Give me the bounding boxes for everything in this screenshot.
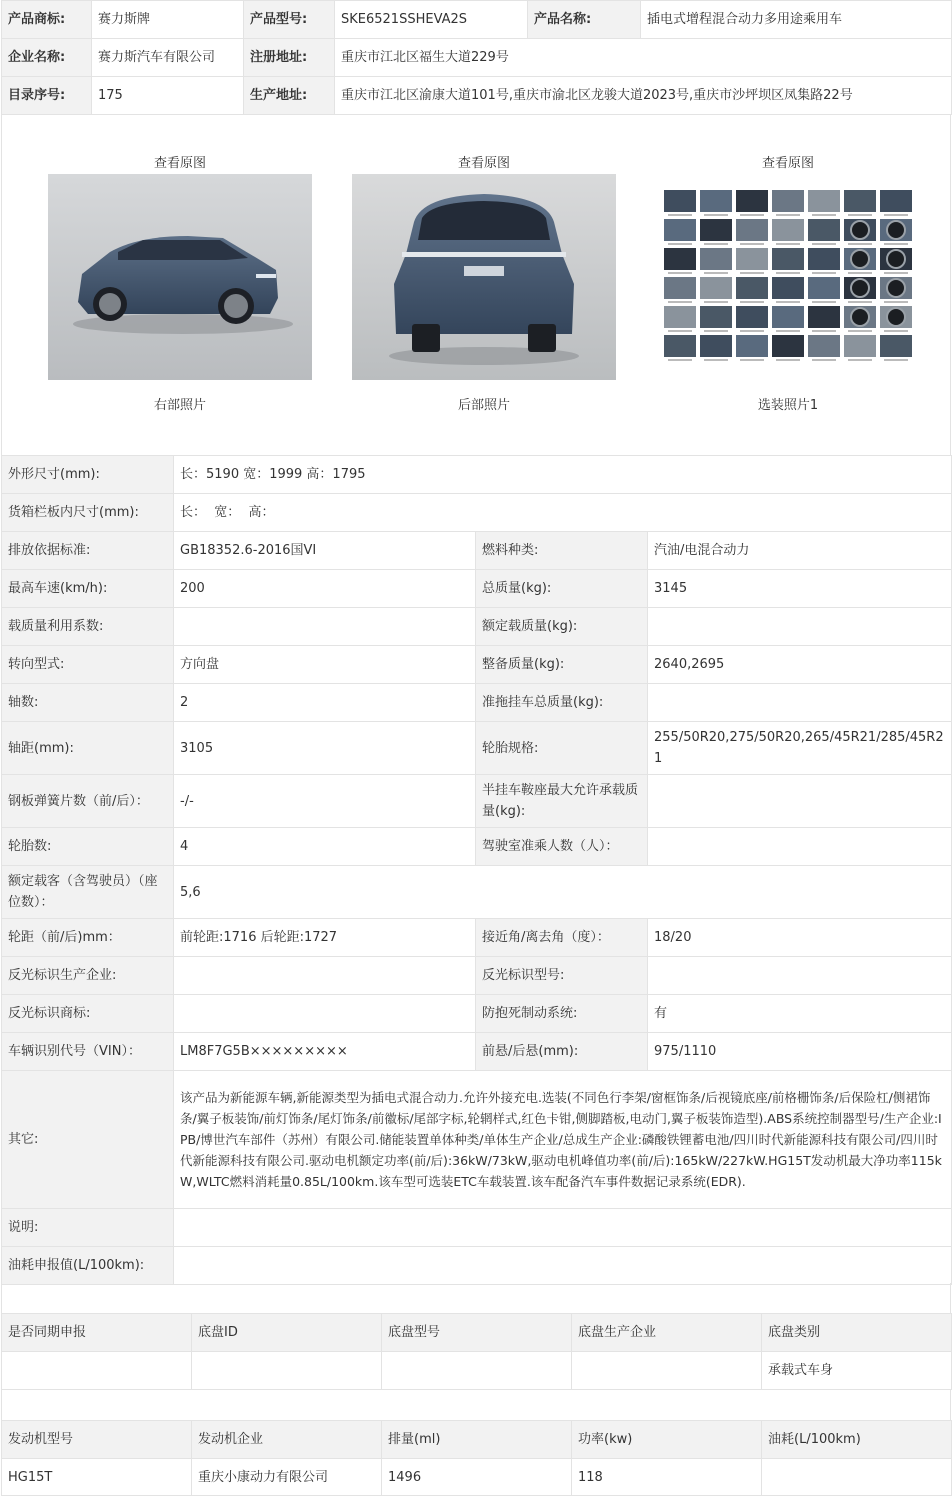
abs-label: 防抱死制动系统: bbox=[476, 995, 648, 1033]
spec-row bbox=[2, 919, 952, 957]
spec-row bbox=[2, 775, 952, 828]
view-original-link[interactable]: 查看原图 bbox=[457, 156, 510, 171]
chassis-cell bbox=[382, 1352, 572, 1390]
spec-row bbox=[2, 494, 952, 532]
steer-value: 方向盘 bbox=[174, 646, 476, 684]
product-info-table bbox=[1, 0, 952, 115]
view-original-link[interactable]: 查看原图 bbox=[153, 156, 206, 171]
model-label: 产品型号: bbox=[244, 1, 335, 39]
spec-row bbox=[2, 570, 952, 608]
engine-header-cell: 发动机企业 bbox=[192, 1421, 382, 1459]
track-label: 轮距（前/后)mm： bbox=[2, 919, 174, 957]
section-spacer bbox=[1, 1283, 951, 1313]
chassis-cell: 承载式车身 bbox=[762, 1352, 952, 1390]
right-side-car-photo[interactable] bbox=[48, 174, 312, 380]
other-label: 其它: bbox=[2, 1071, 174, 1209]
tire-spec-label: 轮胎规格: bbox=[476, 722, 648, 775]
catalog-label: 目录序号: bbox=[2, 77, 92, 115]
spec-row bbox=[2, 532, 952, 570]
emission-value: GB18352.6-2016国VI bbox=[174, 532, 476, 570]
spec-row bbox=[2, 646, 952, 684]
abs-value: 有 bbox=[648, 995, 952, 1033]
steer-label: 转向型式: bbox=[2, 646, 174, 684]
refl-brand-value bbox=[174, 995, 476, 1033]
engine-header-cell: 油耗(L/100km) bbox=[762, 1421, 952, 1459]
refl-brand-label: 反光标识商标: bbox=[2, 995, 174, 1033]
chassis-table bbox=[1, 1313, 952, 1390]
info-row bbox=[2, 39, 952, 77]
load-ratio-label: 载质量利用系数: bbox=[2, 608, 174, 646]
spec-row bbox=[2, 866, 952, 919]
model-value: SKE6521SSHEVA2S bbox=[335, 1, 528, 39]
info-row bbox=[2, 77, 952, 115]
refl-maker-value bbox=[174, 957, 476, 995]
emission-label: 排放依据标准: bbox=[2, 532, 174, 570]
refl-maker-label: 反光标识生产企业: bbox=[2, 957, 174, 995]
rear-car-photo[interactable] bbox=[352, 174, 616, 380]
brand-value: 赛力斯牌 bbox=[92, 1, 244, 39]
spec-row bbox=[2, 828, 952, 866]
view-original-link[interactable]: 查看原图 bbox=[761, 156, 814, 171]
trailer-label: 准拖挂车总质量(kg): bbox=[476, 684, 648, 722]
photo-card-right bbox=[48, 152, 312, 413]
spec-row bbox=[2, 722, 952, 775]
refl-model-label: 反光标识型号: bbox=[476, 957, 648, 995]
saddle-value bbox=[648, 775, 952, 828]
rated-load-value bbox=[648, 608, 952, 646]
engine-cell: HG15T bbox=[2, 1459, 192, 1496]
engine-table bbox=[1, 1420, 952, 1496]
tires-label: 轮胎数: bbox=[2, 828, 174, 866]
spec-row bbox=[2, 608, 952, 646]
curb-value: 2640,2695 bbox=[648, 646, 952, 684]
chassis-header-cell: 底盘型号 bbox=[382, 1314, 572, 1352]
engine-cell: 118 bbox=[572, 1459, 762, 1496]
axles-label: 轴数: bbox=[2, 684, 174, 722]
consumption-label: 油耗申报值(L/100km): bbox=[2, 1247, 174, 1285]
angle-value: 18/20 bbox=[648, 919, 952, 957]
cab-label: 驾驶室准乘人数（人）： bbox=[476, 828, 648, 866]
photo-card-rear bbox=[352, 152, 616, 413]
other-value: 该产品为新能源车辆,新能源类型为插电式混合动力.允许外接充电.选装(不同色行李架/窗框饰条/后视镜底座/前格栅饰条/后保险杠/侧裙饰条/翼子板装饰/前灯饰条/尾灯饰条/前徽标/尾部字标,轮辋样式,红色卡钳,侧脚踏板,电动门,翼子板装饰造型).ABS系统控制器型号/生产企业:IPB/博世汽车部件（苏州）有限公司.储能装置单体种类/单体生产企业/总成生产企业:磷酸铁锂蓄电池/四川时代新能源科技有限公司/四川时代新能源科技有限公司.驱动电机额定功率(前/后):36kW/73kW,驱动电机峰值功率(前/后):165kW/227kW.HG15T发动机最大净功率115kW,WLTC燃料消耗量0.85L/100km.该车型可选装ETC车载装置.该车配备汽车事件数据记录系统(EDR). bbox=[174, 1071, 952, 1209]
trailer-value bbox=[648, 684, 952, 722]
spec-row bbox=[2, 456, 952, 494]
fuel-label: 燃料种类: bbox=[476, 532, 648, 570]
overhang-value: 975/1110 bbox=[648, 1033, 952, 1071]
right-photo-caption: 右部照片 bbox=[153, 398, 206, 413]
seats-value: 5,6 bbox=[174, 866, 952, 919]
engine-data-row bbox=[2, 1459, 952, 1496]
seats-label: 额定载客（含驾驶员）（座位数）： bbox=[2, 866, 174, 919]
engine-header-cell: 发动机型号 bbox=[2, 1421, 192, 1459]
axles-value: 2 bbox=[174, 684, 476, 722]
cargo-label: 货箱栏板内尺寸(mm): bbox=[2, 494, 174, 532]
chassis-cell bbox=[192, 1352, 382, 1390]
chassis-cell bbox=[2, 1352, 192, 1390]
consumption-value bbox=[174, 1247, 952, 1285]
note-label: 说明: bbox=[2, 1209, 174, 1247]
spec-row bbox=[2, 957, 952, 995]
chassis-data-row bbox=[2, 1352, 952, 1390]
spec-row bbox=[2, 995, 952, 1033]
engine-cell: 重庆小康动力有限公司 bbox=[192, 1459, 382, 1496]
vin-label: 车辆识别代号（VIN）： bbox=[2, 1033, 174, 1071]
saddle-label: 半挂车鞍座最大允许承载质量(kg): bbox=[476, 775, 648, 828]
brand-label: 产品商标: bbox=[2, 1, 92, 39]
options-photo-caption: 选装照片1 bbox=[757, 398, 819, 413]
wheelbase-value: 3105 bbox=[174, 722, 476, 775]
track-value: 前轮距:1716 后轮距:1727 bbox=[174, 919, 476, 957]
overhang-label: 前悬/后悬(mm): bbox=[476, 1033, 648, 1071]
engine-cell bbox=[762, 1459, 952, 1496]
prod-addr-value: 重庆市江北区渝康大道101号,重庆市渝北区龙骏大道2023号,重庆市沙坪坝区凤集路22号 bbox=[335, 77, 952, 115]
engine-header-cell: 排量(ml) bbox=[382, 1421, 572, 1459]
speed-label: 最高车速(km/h): bbox=[2, 570, 174, 608]
chassis-header-cell: 是否同期申报 bbox=[2, 1314, 192, 1352]
spec-row bbox=[2, 1071, 952, 1209]
dims-label: 外形尺寸(mm): bbox=[2, 456, 174, 494]
prod-addr-label: 生产地址: bbox=[244, 77, 335, 115]
spec-row bbox=[2, 684, 952, 722]
tire-spec-value: 255/50R20,275/50R20,265/45R21/285/45R21 bbox=[648, 722, 952, 775]
engine-header-row bbox=[2, 1421, 952, 1459]
speed-value: 200 bbox=[174, 570, 476, 608]
info-row bbox=[2, 1, 952, 39]
spec-row bbox=[2, 1209, 952, 1247]
tires-value: 4 bbox=[174, 828, 476, 866]
chassis-header-cell: 底盘生产企业 bbox=[572, 1314, 762, 1352]
chassis-header-cell: 底盘ID bbox=[192, 1314, 382, 1352]
reg-addr-label: 注册地址: bbox=[244, 39, 335, 77]
curb-label: 整备质量(kg): bbox=[476, 646, 648, 684]
refl-model-value bbox=[648, 957, 952, 995]
cargo-value: 长： 宽： 高： bbox=[174, 494, 952, 532]
spec-row bbox=[2, 1247, 952, 1285]
angle-label: 接近角/离去角（度）： bbox=[476, 919, 648, 957]
rear-photo-caption: 后部照片 bbox=[457, 398, 510, 413]
name-label: 产品名称: bbox=[528, 1, 641, 39]
spec-row bbox=[2, 1033, 952, 1071]
name-value: 插电式增程混合动力多用途乘用车 bbox=[641, 1, 952, 39]
wheelbase-label: 轴距(mm): bbox=[2, 722, 174, 775]
load-ratio-value bbox=[174, 608, 476, 646]
engine-header-cell: 功率(kw) bbox=[572, 1421, 762, 1459]
cab-value bbox=[648, 828, 952, 866]
dims-value: 长：5190 宽：1999 高：1795 bbox=[174, 456, 952, 494]
catalog-value: 175 bbox=[92, 77, 244, 115]
vin-value: LM8F7G5B××××××××× bbox=[174, 1033, 476, 1071]
company-label: 企业名称: bbox=[2, 39, 92, 77]
options-collage-photo[interactable] bbox=[656, 174, 920, 380]
spring-label: 钢板弹簧片数（前/后）： bbox=[2, 775, 174, 828]
company-value: 赛力斯汽车有限公司 bbox=[92, 39, 244, 77]
section-spacer bbox=[1, 1389, 951, 1420]
spring-value: -/- bbox=[174, 775, 476, 828]
engine-cell: 1496 bbox=[382, 1459, 572, 1496]
reg-addr-value: 重庆市江北区福生大道229号 bbox=[335, 39, 952, 77]
fuel-value: 汽油/电混合动力 bbox=[648, 532, 952, 570]
spec-table bbox=[1, 455, 952, 1285]
rated-load-label: 额定载质量(kg): bbox=[476, 608, 648, 646]
photo-card-options bbox=[656, 152, 920, 413]
total-mass-value: 3145 bbox=[648, 570, 952, 608]
chassis-cell bbox=[572, 1352, 762, 1390]
chassis-header-cell: 底盘类别 bbox=[762, 1314, 952, 1352]
total-mass-label: 总质量(kg): bbox=[476, 570, 648, 608]
chassis-header-row bbox=[2, 1314, 952, 1352]
note-value bbox=[174, 1209, 952, 1247]
photo-gallery bbox=[1, 114, 951, 455]
